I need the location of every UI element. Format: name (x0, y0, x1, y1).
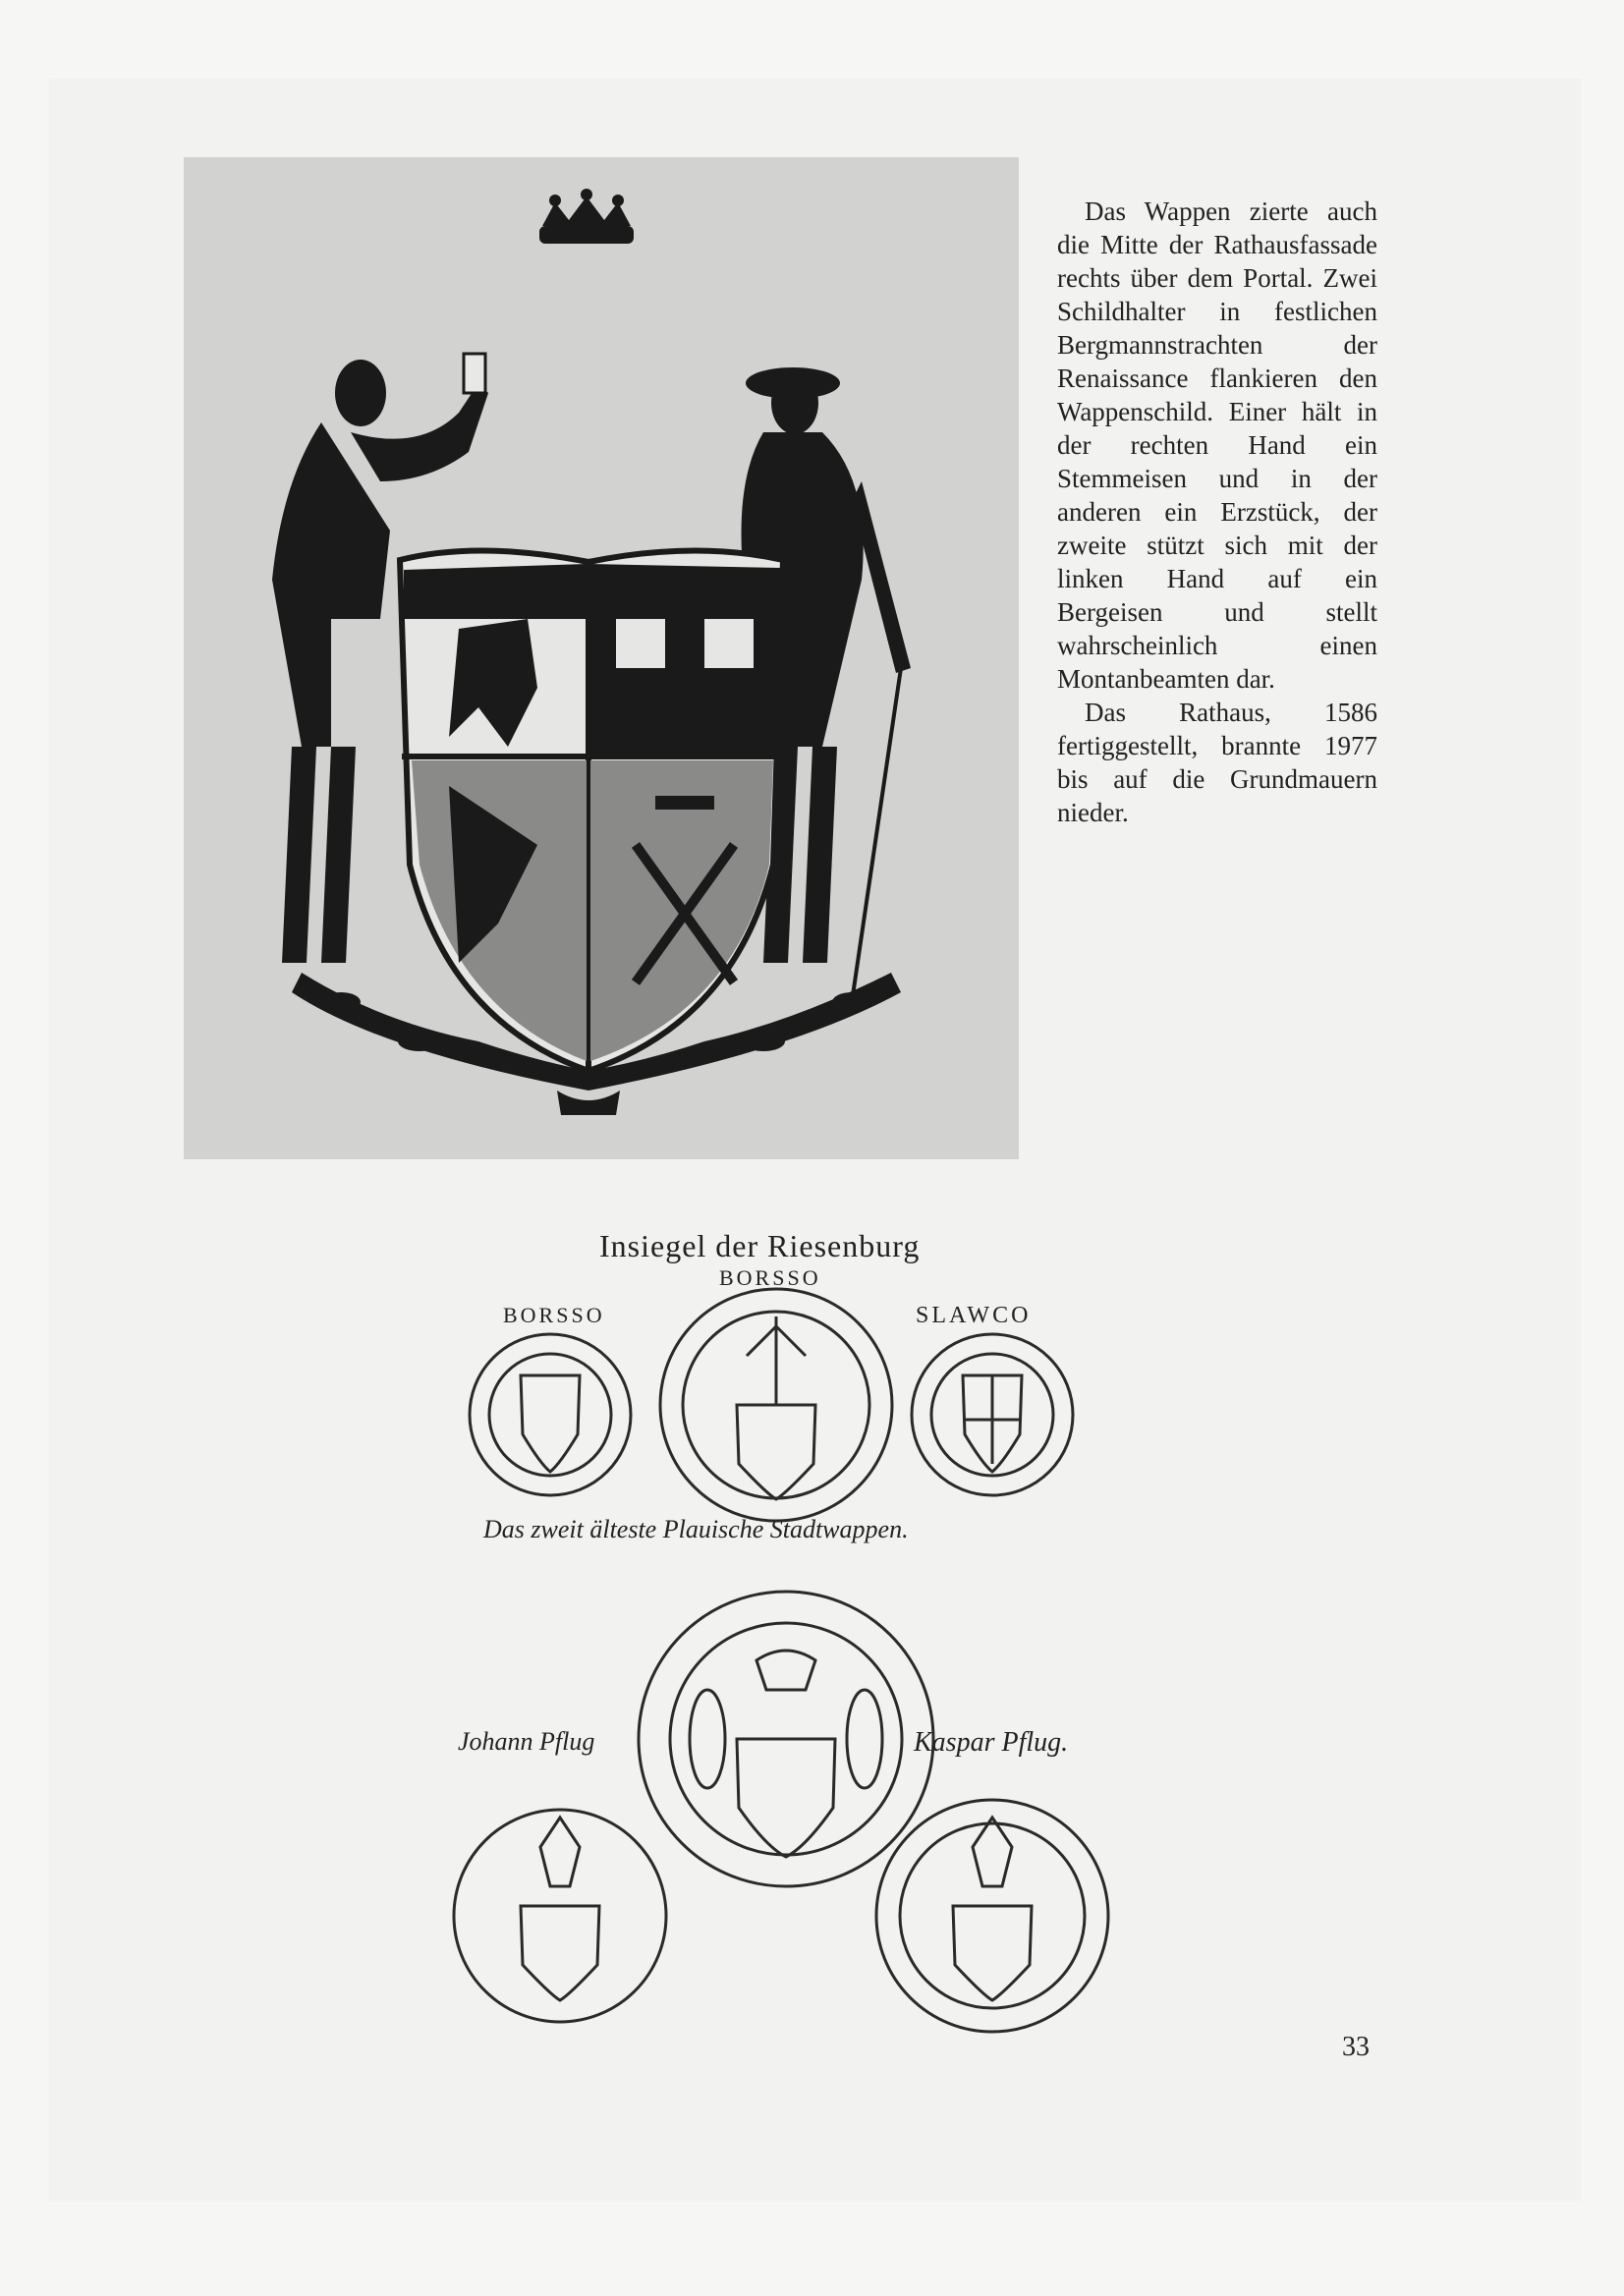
shield-icon (400, 550, 783, 1071)
seals-illustration (442, 1228, 1149, 2044)
seal-label-borsso-center: BORSSO (719, 1265, 821, 1290)
coat-of-arms-illustration (184, 157, 1019, 1159)
seal-kaspar-pflug-icon (876, 1800, 1108, 2032)
seal-schlackenwalden-icon (639, 1592, 933, 1886)
body-text (1057, 195, 1377, 829)
seal-borsso-left-icon (470, 1334, 631, 1495)
crown-icon (539, 189, 634, 244)
seal-johann-pflug-icon (454, 1810, 666, 2022)
seals-drawing (442, 1228, 1149, 2044)
seal-caption: Das zweit älteste Plauische Stadtwappen. (483, 1515, 909, 1543)
page-number: 33 (1342, 2032, 1370, 2062)
seal-label-johann-pflug: Johann Pflug (458, 1727, 595, 1756)
coat-of-arms-drawing (184, 157, 1019, 1159)
seal-slawco-icon (912, 1334, 1073, 1495)
seal-riesenburg-icon (660, 1289, 892, 1521)
seals-title: Insiegel der Riesenburg (599, 1228, 921, 1263)
seal-label-kaspar-pflug: Kaspar Pflug. (914, 1727, 1069, 1758)
seal-label-borsso-left: BORSSO (503, 1303, 605, 1327)
paragraph: Das Wappen zierte auch die Mitte der Rathausfassade rechts über dem Portal. Zwei Schildhalter in festlichen Bergmannstrachten der Renaissance flankieren den Wappenschild. Einer hält in der rechten Hand ein Stemmeisen und in der anderen ein Erzstück, der zweite stützt sich mit der linken Hand auf ein Bergeisen und stellt wahrscheinlich einen Montanbeamten dar. (1057, 196, 1377, 694)
seal-label-slawco: SLAWCO (916, 1303, 1032, 1328)
paragraph: Das Rathaus, 1586 fertiggestellt, brannte 1977 bis auf die Grundmauern nieder. (1057, 698, 1377, 827)
